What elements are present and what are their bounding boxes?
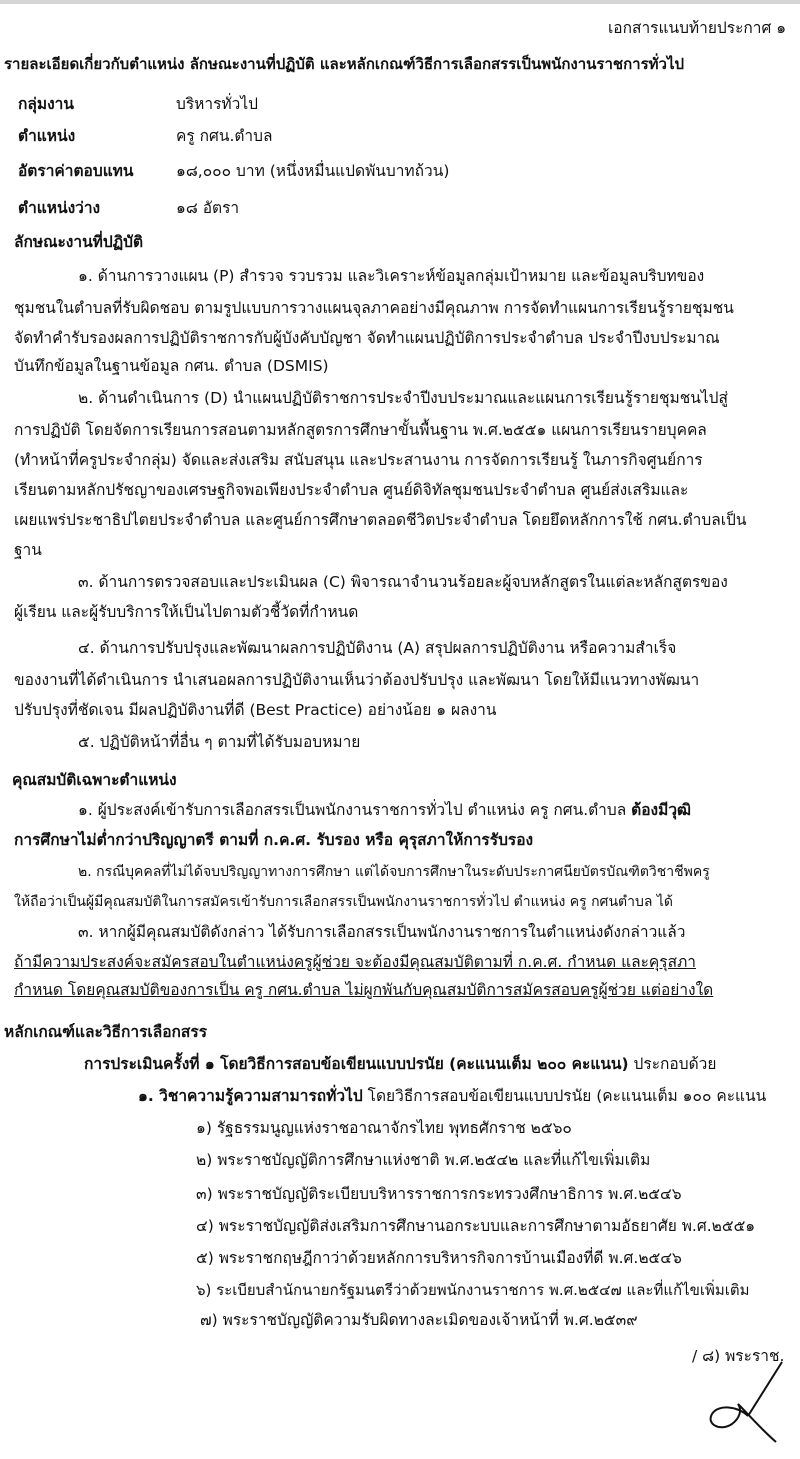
duty-line: เผยแพร่ประชาธิปไตยประจำตำบล และศูนย์การศึกษาตลอดชีวิตประจำตำบล โดยยึดหลักการใช้ กศน.ตำบลเป็น (14, 511, 747, 529)
law-item: ๖) ระเบียบสำนักนายกรัฐมนตรีว่าด้วยพนักงานราชการ พ.ศ.๒๕๔๗ และที่แก้ไขเพิ่มเติม (196, 1281, 750, 1299)
document-title: รายละเอียดเกี่ยวกับตำแหน่ง ลักษณะงานที่ปฏิบัติ และหลักเกณฑ์วิธีการเลือกสรรเป็นพนักงานราชการทั่วไป (4, 55, 685, 73)
salary-value: ๑๘,๐๐๐ บาท (หนึ่งหมื่นแปดพันบาทถ้วน) (176, 162, 450, 180)
subject1-title: ๑. วิชาความรู้ความสามารถทั่วไป (138, 1087, 363, 1105)
qualification-line: ๓. หากผู้มีคุณสมบัติดังกล่าว ได้รับการเลือกสรรเป็นพนักงานราชการในตำแหน่งดังกล่าวแล้ว (78, 923, 686, 941)
duty-line: ๑. ด้านการวางแผน (P) สำรวจ รวบรวม และวิเคราะห์ข้อมูลกลุ่มเป้าหมาย และข้อมูลบริบทของ (78, 267, 705, 285)
duty-line: ๒. ด้านดำเนินการ (D) นำแผนปฏิบัติราชการประจำปีงบประมาณและแผนการเรียนรู้รายชุมชนไปสู่ (78, 389, 728, 407)
duty-line: บันทึกข้อมูลในฐานข้อมูล กศน. ตำบล (DSMIS) (14, 357, 329, 375)
qualifications-heading: คุณสมบัติเฉพาะตำแหน่ง (12, 771, 177, 789)
salary-label: อัตราค่าตอบแทน (18, 162, 134, 180)
qualification-line: การศึกษาไม่ต่ำกว่าปริญญาตรี ตามที่ ก.ค.ศ. รับรอง หรือ คุรุสภาให้การรับรอง (14, 831, 534, 849)
duty-line: ปรับปรุงที่ชัดเจน มีผลปฏิบัติงานที่ดี (Best Practice) อย่างน้อย ๑ ผลงาน (14, 701, 497, 719)
law-item: ๑) รัฐธรรมนูญแห่งราชอาณาจักรไทย พุทธศักราช ๒๕๖๐ (196, 1119, 572, 1137)
vacancy-value: ๑๘ อัตรา (176, 199, 240, 217)
duty-line: การปฏิบัติ โดยจัดการเรียนการสอนตามหลักสูตรการศึกษาขั้นพื้นฐาน พ.ศ.๒๕๕๑ แผนการเรียนรายบุคคล (14, 421, 707, 439)
qualification-line: ๒. กรณีบุคคลที่ไม่ได้จบปริญญาทางการศึกษา แต่ได้จบการศึกษาในระดับประกาศนียบัตรบัณฑิตวิชาชีพครู (78, 864, 710, 880)
duty-line: จัดทำคำรับรองผลการปฏิบัติราชการกับผู้บังคับบัญชา จัดทำแผนปฏิบัติการประจำตำบล ประจำปีงบประมาณ (14, 329, 720, 347)
signature-mark (690, 1358, 790, 1448)
law-item: ๓) พระราชบัญญัติระเบียบบริหารราชการกระทรวงศึกษาธิการ พ.ศ.๒๕๔๖ (196, 1185, 682, 1203)
continued-marker: / ๘) พระราช. (692, 1347, 785, 1365)
position-label: ตำแหน่ง (18, 127, 76, 145)
qualification-line (78, 796, 691, 824)
group-label: กลุ่มงาน (18, 95, 74, 113)
duty-line: ผู้เรียน และผู้รับบริการให้เป็นไปตามตัวชี้วัดที่กำหนด (14, 603, 359, 621)
round1-text: การประเมินครั้งที่ ๑ โดยวิธีการสอบข้อเขียนแบบปรนัย (คะแนนเต็ม ๒๐๐ คะแนน) (84, 1055, 629, 1073)
qualification-line: ให้ถือว่าเป็นผู้มีคุณสมบัติในการสมัครเข้ารับการเลือกสรรเป็นพนักงานราชการทั่วไป ตำแหน่ง ครู กศนตำบล ได้ (14, 894, 674, 910)
position-value: ครู กศน.ตำบล (176, 127, 273, 145)
vacancy-label: ตำแหน่งว่าง (18, 199, 101, 217)
group-value: บริหารทั่วไป (176, 95, 258, 113)
round1-line (84, 1050, 716, 1078)
qualification-text: ๑. ผู้ประสงค์เข้ารับการเลือกสรรเป็นพนักงานราชการทั่วไป ตำแหน่ง ครู กศน.ตำบล (78, 801, 627, 819)
duty-line: ๓. ด้านการตรวจสอบและประเมินผล (C) พิจารณาจำนวนร้อยละผู้จบหลักสูตรในแต่ละหลักสูตรของ (78, 573, 728, 591)
attachment-label: เอกสารแนบท้ายประกาศ ๑ (608, 19, 787, 37)
criteria-heading: หลักเกณฑ์และวิธีการเลือกสรร (4, 1023, 208, 1041)
law-item: ๗) พระราชบัญญัติความรับผิดทางละเมิดของเจ้าหน้าที่ พ.ศ.๒๕๓๙ (200, 1311, 638, 1329)
duty-line: ฐาน (14, 541, 42, 559)
duties-heading: ลักษณะงานที่ปฏิบัติ (14, 233, 144, 251)
qualification-emphasis: ต้องมีวุฒิ (631, 801, 692, 819)
duty-line: เรียนตามหลักปรัชญาของเศรษฐกิจพอเพียงประจำตำบล ศูนย์ดิจิทัลชุมชนประจำตำบล ศูนย์ส่งเสริมและ (14, 481, 689, 499)
round1-suffix: ประกอบด้วย (633, 1055, 717, 1073)
qualification-line: ถ้ามีความประสงค์จะสมัครสอบในตำแหน่งครูผู้ช่วย จะต้องมีคุณสมบัติตามที่ ก.ค.ศ. กำหนด และคุรุสภา (14, 953, 696, 971)
duty-line: ของงานที่ได้ดำเนินการ นำเสนอผลการปฏิบัติงานเห็นว่าต้องปรับปรุง และพัฒนา โดยให้มีแนวทางพัฒนา (14, 671, 700, 689)
duty-line: (ทำหน้าที่ครูประจำกลุ่ม) จัดและส่งเสริม สนับสนุน และประสานงาน การจัดการเรียนรู้ ในภารกิจศูนย์การ (14, 451, 703, 469)
subject1-line (138, 1082, 766, 1110)
duty-line: ๔. ด้านการปรับปรุงและพัฒนาผลการปฏิบัติงาน (A) สรุปผลการปฏิบัติงาน หรือความสำเร็จ (78, 639, 677, 657)
scan-top-edge (0, 0, 800, 4)
qualification-line: กำหนด โดยคุณสมบัติของการเป็น ครู กศน.ตำบล ไม่ผูกพันกับคุณสมบัติการสมัครสอบครูผู้ช่วย แต่อย่างใด (14, 981, 714, 999)
law-item: ๕) พระราชกฤษฎีกาว่าด้วยหลักการบริหารกิจการบ้านเมืองที่ดี พ.ศ.๒๕๔๖ (196, 1249, 682, 1267)
duty-line: ชุมชนในตำบลที่รับผิดชอบ ตามรูปแบบการวางแผนจุลภาคอย่างมีคุณภาพ การจัดทำแผนการเรียนรู้รายชุมชน (14, 299, 734, 317)
subject1-method: โดยวิธีการสอบข้อเขียนแบบปรนัย (คะแนนเต็ม ๑๐๐ คะแนน (367, 1087, 767, 1105)
duty-line: ๕. ปฏิบัติหน้าที่อื่น ๆ ตามที่ได้รับมอบหมาย (78, 733, 361, 751)
law-item: ๔) พระราชบัญญัติส่งเสริมการศึกษานอกระบบและการศึกษาตามอัธยาศัย พ.ศ.๒๕๕๑ (196, 1217, 756, 1235)
law-item: ๒) พระราชบัญญัติการศึกษาแห่งชาติ พ.ศ.๒๕๔๒ และที่แก้ไขเพิ่มเติม (196, 1151, 651, 1169)
